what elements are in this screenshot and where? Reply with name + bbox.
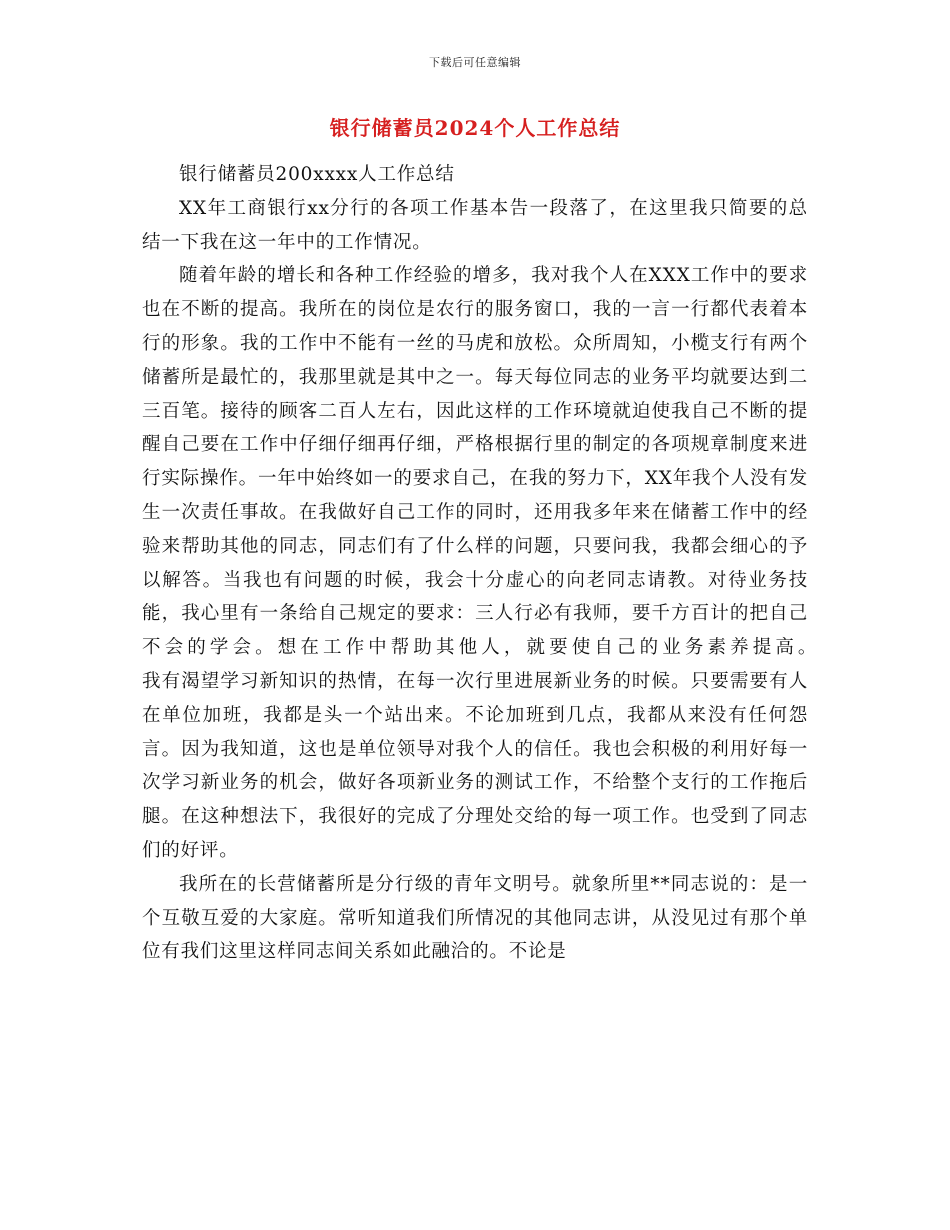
body-paragraph: 银行储蓄员200xxxx人工作总结	[179, 164, 455, 185]
body-paragraph: XX年工商银行xx分行的各项工作基本告一段落了，在这里我只简要的总结一下我在这一年中的工作情况。	[142, 197, 808, 253]
body-paragraph: 我所在的长营储蓄所是分行级的青年文明号。就象所里**同志说的：是一个互敬互爱的大家庭。常听知道我们所情况的其他同志讲，从没见过有那个单位有我们这里这样同志间关系如此融洽的。不论是	[142, 873, 808, 963]
body-paragraph: 随着年龄的增长和各种工作经验的增多，我对我个人在XXX工作中的要求也在不断的提高。我所在的岗位是农行的服务窗口，我的一言一行都代表着本行的形象。我的工作中不能有一丝的马虎和放松。众所周知，小榄支行有两个储蓄所是最忙的，我那里就是其中之一。每天每位同志的业务平均就要达到二三百笔。接待的顾客二百人左右，因此这样的工作环境就迫使我自己不断的提醒自己要在工作中仔细仔细再仔细，严格根据行里的制定的各项规章制度来进行实际操作。一年中始终如一的要求自己，在我的努力下，XX年我个人没有发生一次责任事故。在我做好自己工作的同时，还用我多年来在储蓄工作中的经验来帮助其他的同志，同志们有了什么样的问题，只要问我，我都会细心的予以解答。当我也有问题的时候，我会十分虚心的向老同志请教。对待业务技能，我心里有一条给自己规定的要求：三人行必有我师，要千方百计的把自己不会的学会。想在工作中帮助其他人，就要使自己的业务素养提高。 我有渴望学习新知识的热情，在每一次行里进展新业务的时候。只要需要有人在单位加班，我都是头一个站出来。不论加班到几点，我都从来没有任何怨言。因为我知道，这也是单位领导对我个人的信任。我也会积极的利用好每一次学习新业务的机会，做好各项新业务的测试工作，不给整个支行的工作拖后腿。在这种想法下，我很好的完成了分理处交给的每一项工作。也受到了同志们的好评。	[142, 265, 886, 861]
document-body	[142, 158, 886, 969]
page-header-note: 下载后可任意编辑	[429, 56, 521, 69]
document-title: 银行储蓄员2024个人工作总结	[329, 116, 621, 140]
